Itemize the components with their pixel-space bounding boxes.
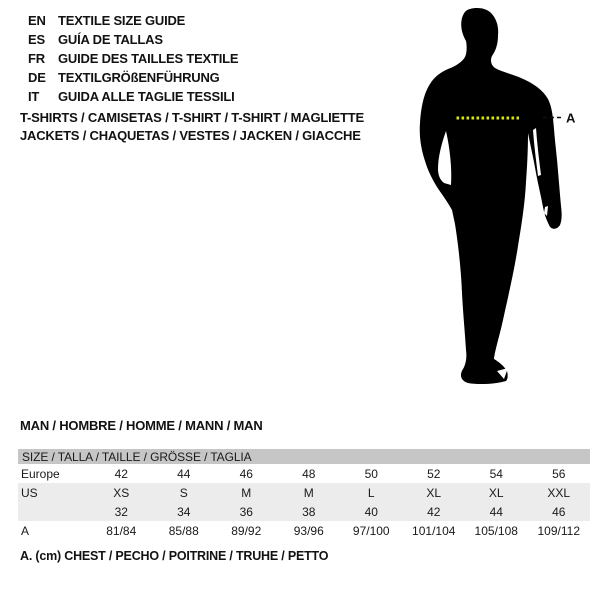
table-row-numeric [18, 502, 590, 521]
language-label: GUIDE DES TAILLES TEXTILE [58, 51, 239, 66]
language-label: TEXTILE SIZE GUIDE [58, 13, 186, 28]
row-label [18, 502, 90, 521]
language-code: EN [28, 13, 46, 28]
table-row-chest-cm [18, 521, 590, 540]
size-cell: 50 [364, 466, 378, 481]
garment-line-tshirts: T-SHIRTS / CAMISETAS / T-SHIRT / T-SHIRT / MAGLIETTE [20, 110, 364, 125]
language-code: DE [28, 70, 46, 85]
size-cell: 101/104 [412, 523, 456, 538]
size-cell: XS [90, 483, 153, 502]
language-label: GUIDA ALLE TAGLIE TESSILI [58, 89, 235, 104]
language-label: GUÍA DE TALLAS [58, 32, 163, 47]
size-cell: 48 [302, 466, 316, 481]
table-row-us [18, 483, 590, 502]
size-cell: 52 [427, 466, 441, 481]
size-cell: 42 [114, 466, 128, 481]
size-cell: 54 [489, 466, 503, 481]
language-label: TEXTILGRÖßENFÜHRUNG [58, 70, 220, 85]
table-row-europe [18, 464, 590, 483]
size-cell: XXL [528, 483, 591, 502]
size-cell: XL [403, 483, 466, 502]
size-cell: 36 [215, 502, 278, 521]
size-cell: 105/108 [474, 523, 518, 538]
size-cell: 44 [465, 502, 528, 521]
size-cell: 34 [153, 502, 216, 521]
table-header: SIZE / TALLA / TAILLE / GRÖSSE / TAGLIA [18, 449, 590, 464]
size-cell: 40 [340, 502, 403, 521]
garment-line-jackets: JACKETS / CHAQUETAS / VESTES / JACKEN / GIACCHE [20, 128, 361, 143]
size-cell: M [278, 483, 341, 502]
size-cell: 109/112 [537, 523, 580, 538]
size-cell: 56 [552, 466, 566, 481]
size-cell: 32 [90, 502, 153, 521]
size-cell: 38 [278, 502, 341, 521]
size-cell: L [340, 483, 403, 502]
size-cell: 46 [239, 466, 253, 481]
size-cell: 42 [403, 502, 466, 521]
row-label: Europe [21, 466, 60, 481]
size-cell: S [153, 483, 216, 502]
size-cell: 93/96 [293, 523, 324, 538]
section-title-man: MAN / HOMBRE / HOMME / MANN / MAN [20, 418, 263, 433]
language-code: FR [28, 51, 45, 66]
language-code: ES [28, 32, 45, 47]
size-cell: XL [465, 483, 528, 502]
size-cell: 97/100 [352, 523, 390, 538]
row-label: US [18, 483, 90, 502]
language-code: IT [28, 89, 40, 104]
row-label: A [21, 523, 30, 538]
footnote-chest-measure: A. (cm) CHEST / PECHO / POITRINE / TRUHE / PETTO [20, 549, 329, 563]
measure-label-a: A [566, 110, 576, 126]
size-cell: 81/84 [106, 523, 137, 538]
size-cell: 85/88 [168, 523, 199, 538]
man-silhouette [420, 8, 562, 384]
size-cell: 44 [177, 466, 191, 481]
size-table [18, 449, 590, 540]
table-header-row [18, 449, 590, 464]
size-cell: 89/92 [231, 523, 262, 538]
size-cell: M [215, 483, 278, 502]
size-cell: 46 [528, 502, 591, 521]
